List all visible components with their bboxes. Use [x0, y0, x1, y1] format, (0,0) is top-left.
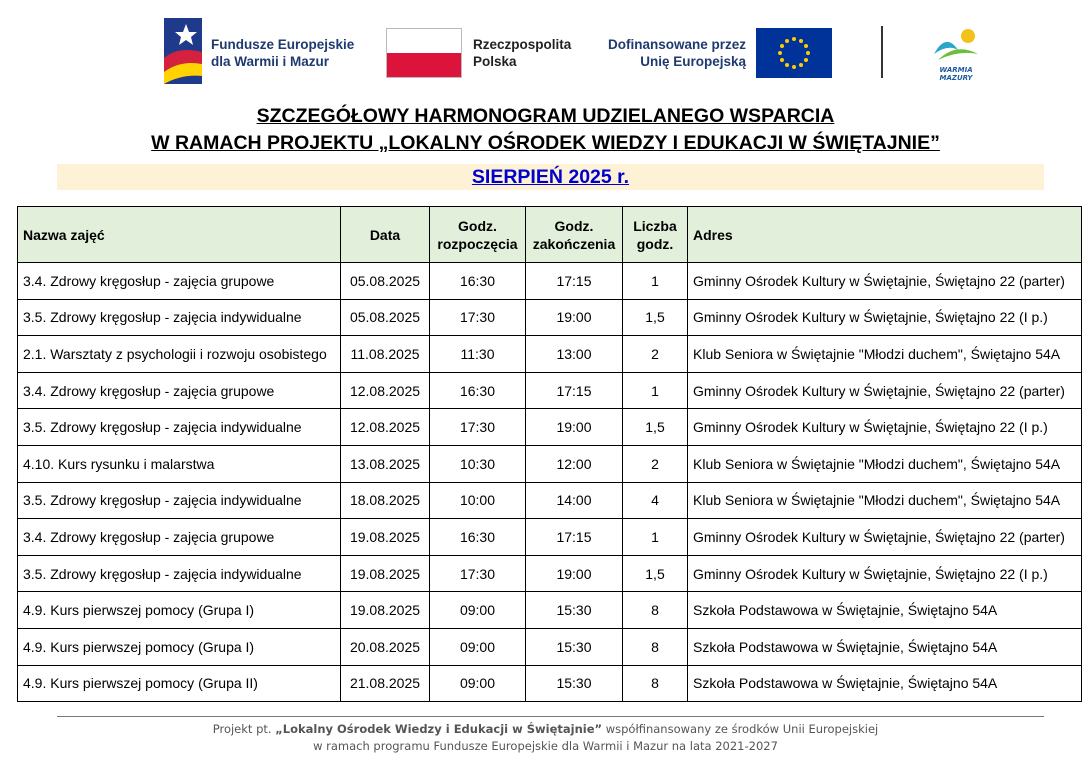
fundusze-europejskie-label: Fundusze Europejskie dla Warmii i Mazur	[211, 37, 355, 69]
cell-name: 3.4. Zdrowy kręgosłup - zajęcia grupowe	[18, 519, 341, 556]
cell-start: 11:30	[430, 336, 526, 373]
table-row	[18, 592, 1082, 629]
cell-date: 19.08.2025	[341, 555, 430, 592]
header-hours: Liczba godz.	[623, 207, 688, 263]
header-date: Data	[341, 207, 430, 263]
cell-address: Gminny Ośrodek Kultury w Świętajnie, Świętajno 22 (I p.)	[688, 299, 1082, 336]
cell-address: Klub Seniora w Świętajnie "Młodzi duchem", Świętajno 54A	[688, 336, 1082, 373]
cell-date: 18.08.2025	[341, 482, 430, 519]
cell-end: 19:00	[526, 409, 623, 446]
header-address: Adres	[688, 207, 1082, 263]
schedule-table	[17, 206, 1082, 702]
table-row	[18, 336, 1082, 373]
footer-line-1: Projekt pt. „Lokalny Ośrodek Wiedzy i Edukacji w Świętajnie” współfinansowany ze środków Unii Europejskiej	[212, 722, 879, 736]
table-row	[18, 555, 1082, 592]
rzeczpospolita-label: Rzeczpospolita Polska	[473, 37, 572, 69]
cell-address: Gminny Ośrodek Kultury w Świętajnie, Świętajno 22 (parter)	[688, 519, 1082, 556]
cell-date: 05.08.2025	[341, 263, 430, 300]
cell-date: 21.08.2025	[341, 665, 430, 702]
cell-start: 17:30	[430, 555, 526, 592]
warmia-mazury-logo-icon	[928, 24, 984, 82]
cell-address: Szkoła Podstawowa w Świętajnie, Świętajno 54A	[688, 628, 1082, 665]
cell-address: Gminny Ośrodek Kultury w Świętajnie, Świętajno 22 (parter)	[688, 263, 1082, 300]
fundusze-europejskie-logo-icon	[164, 18, 202, 84]
month-label: SIERPIEŃ 2025 r.	[471, 166, 630, 188]
cell-end: 15:30	[526, 628, 623, 665]
cell-address: Szkoła Podstawowa w Świętajnie, Świętajno 54A	[688, 592, 1082, 629]
cell-name: 4.9. Kurs pierwszej pomocy (Grupa II)	[18, 665, 341, 702]
table-row	[18, 445, 1082, 482]
footer-line-2: w ramach programu Fundusze Europejskie dla Warmii i Mazur na lata 2021-2027	[313, 739, 778, 753]
table-header-row	[18, 207, 1082, 263]
cell-hours: 4	[623, 482, 688, 519]
cell-start: 10:00	[430, 482, 526, 519]
cell-start: 16:30	[430, 519, 526, 556]
cell-end: 15:30	[526, 592, 623, 629]
cell-hours: 1	[623, 263, 688, 300]
cell-address: Klub Seniora w Świętajnie "Młodzi duchem", Świętajno 54A	[688, 445, 1082, 482]
cell-address: Gminny Ośrodek Kultury w Świętajnie, Świętajno 22 (I p.)	[688, 409, 1082, 446]
logo-divider	[881, 26, 883, 78]
cell-end: 17:15	[526, 372, 623, 409]
header-start: Godz. rozpoczęcia	[430, 207, 526, 263]
table-row	[18, 482, 1082, 519]
cell-date: 13.08.2025	[341, 445, 430, 482]
cell-start: 17:30	[430, 299, 526, 336]
cell-end: 14:00	[526, 482, 623, 519]
cell-hours: 2	[623, 445, 688, 482]
cell-date: 11.08.2025	[341, 336, 430, 373]
table-row	[18, 519, 1082, 556]
cell-name: 3.5. Zdrowy kręgosłup - zajęcia indywidualne	[18, 409, 341, 446]
cell-end: 12:00	[526, 445, 623, 482]
cell-end: 19:00	[526, 299, 623, 336]
cell-end: 17:15	[526, 519, 623, 556]
eu-flag-icon	[756, 28, 832, 78]
cell-hours: 1	[623, 519, 688, 556]
cell-name: 3.5. Zdrowy kręgosłup - zajęcia indywidualne	[18, 299, 341, 336]
cell-address: Gminny Ośrodek Kultury w Świętajnie, Świętajno 22 (parter)	[688, 372, 1082, 409]
eu-funding-label: Dofinansowane przez Unię Europejską	[607, 37, 746, 69]
cell-date: 12.08.2025	[341, 409, 430, 446]
cell-hours: 8	[623, 665, 688, 702]
cell-address: Gminny Ośrodek Kultury w Świętajnie, Świętajno 22 (I p.)	[688, 555, 1082, 592]
cell-hours: 1	[623, 372, 688, 409]
table-row	[18, 372, 1082, 409]
table-row	[18, 409, 1082, 446]
cell-hours: 2	[623, 336, 688, 373]
cell-end: 13:00	[526, 336, 623, 373]
cell-name: 3.5. Zdrowy kręgosłup - zajęcia indywidualne	[18, 555, 341, 592]
table-row	[18, 263, 1082, 300]
cell-date: 12.08.2025	[341, 372, 430, 409]
footer-divider	[57, 716, 1044, 717]
cell-hours: 8	[623, 628, 688, 665]
cell-address: Klub Seniora w Świętajnie "Młodzi duchem", Świętajno 54A	[688, 482, 1082, 519]
document-title-line-1: SZCZEGÓŁOWY HARMONOGRAM UDZIELANEGO WSPARCIA	[256, 105, 835, 127]
cell-date: 19.08.2025	[341, 592, 430, 629]
cell-start: 10:30	[430, 445, 526, 482]
schedule-body	[18, 263, 1082, 702]
cell-hours: 1,5	[623, 555, 688, 592]
cell-name: 4.9. Kurs pierwszej pomocy (Grupa I)	[18, 628, 341, 665]
cell-hours: 1,5	[623, 409, 688, 446]
cell-date: 05.08.2025	[341, 299, 430, 336]
cell-end: 17:15	[526, 263, 623, 300]
svg-text:MAZURY: MAZURY	[939, 74, 973, 82]
cell-start: 09:00	[430, 665, 526, 702]
logo-bar	[0, 14, 1091, 86]
cell-name: 2.1. Warsztaty z psychologii i rozwoju osobistego	[18, 336, 341, 373]
cell-name: 3.4. Zdrowy kręgosłup - zajęcia grupowe	[18, 372, 341, 409]
cell-hours: 8	[623, 592, 688, 629]
cell-end: 19:00	[526, 555, 623, 592]
cell-hours: 1,5	[623, 299, 688, 336]
cell-start: 16:30	[430, 263, 526, 300]
cell-start: 09:00	[430, 592, 526, 629]
svg-text:WARMIA: WARMIA	[939, 66, 973, 74]
cell-address: Szkoła Podstawowa w Świętajnie, Świętajno 54A	[688, 665, 1082, 702]
cell-start: 17:30	[430, 409, 526, 446]
cell-name: 4.10. Kurs rysunku i malarstwa	[18, 445, 341, 482]
table-row	[18, 299, 1082, 336]
table-row	[18, 665, 1082, 702]
document-title-line-2: W RAMACH PROJEKTU „LOKALNY OŚRODEK WIEDZY I EDUKACJI W ŚWIĘTAJNIE”	[151, 132, 940, 154]
cell-end: 15:30	[526, 665, 623, 702]
cell-date: 19.08.2025	[341, 519, 430, 556]
cell-name: 3.4. Zdrowy kręgosłup - zajęcia grupowe	[18, 263, 341, 300]
month-banner	[57, 164, 1044, 190]
cell-name: 3.5. Zdrowy kręgosłup - zajęcia indywidualne	[18, 482, 341, 519]
cell-start: 16:30	[430, 372, 526, 409]
table-row	[18, 628, 1082, 665]
cell-start: 09:00	[430, 628, 526, 665]
header-end: Godz. zakończenia	[526, 207, 623, 263]
cell-date: 20.08.2025	[341, 628, 430, 665]
cell-name: 4.9. Kurs pierwszej pomocy (Grupa I)	[18, 592, 341, 629]
header-name: Nazwa zajęć	[18, 207, 341, 263]
poland-flag-icon	[386, 28, 462, 78]
